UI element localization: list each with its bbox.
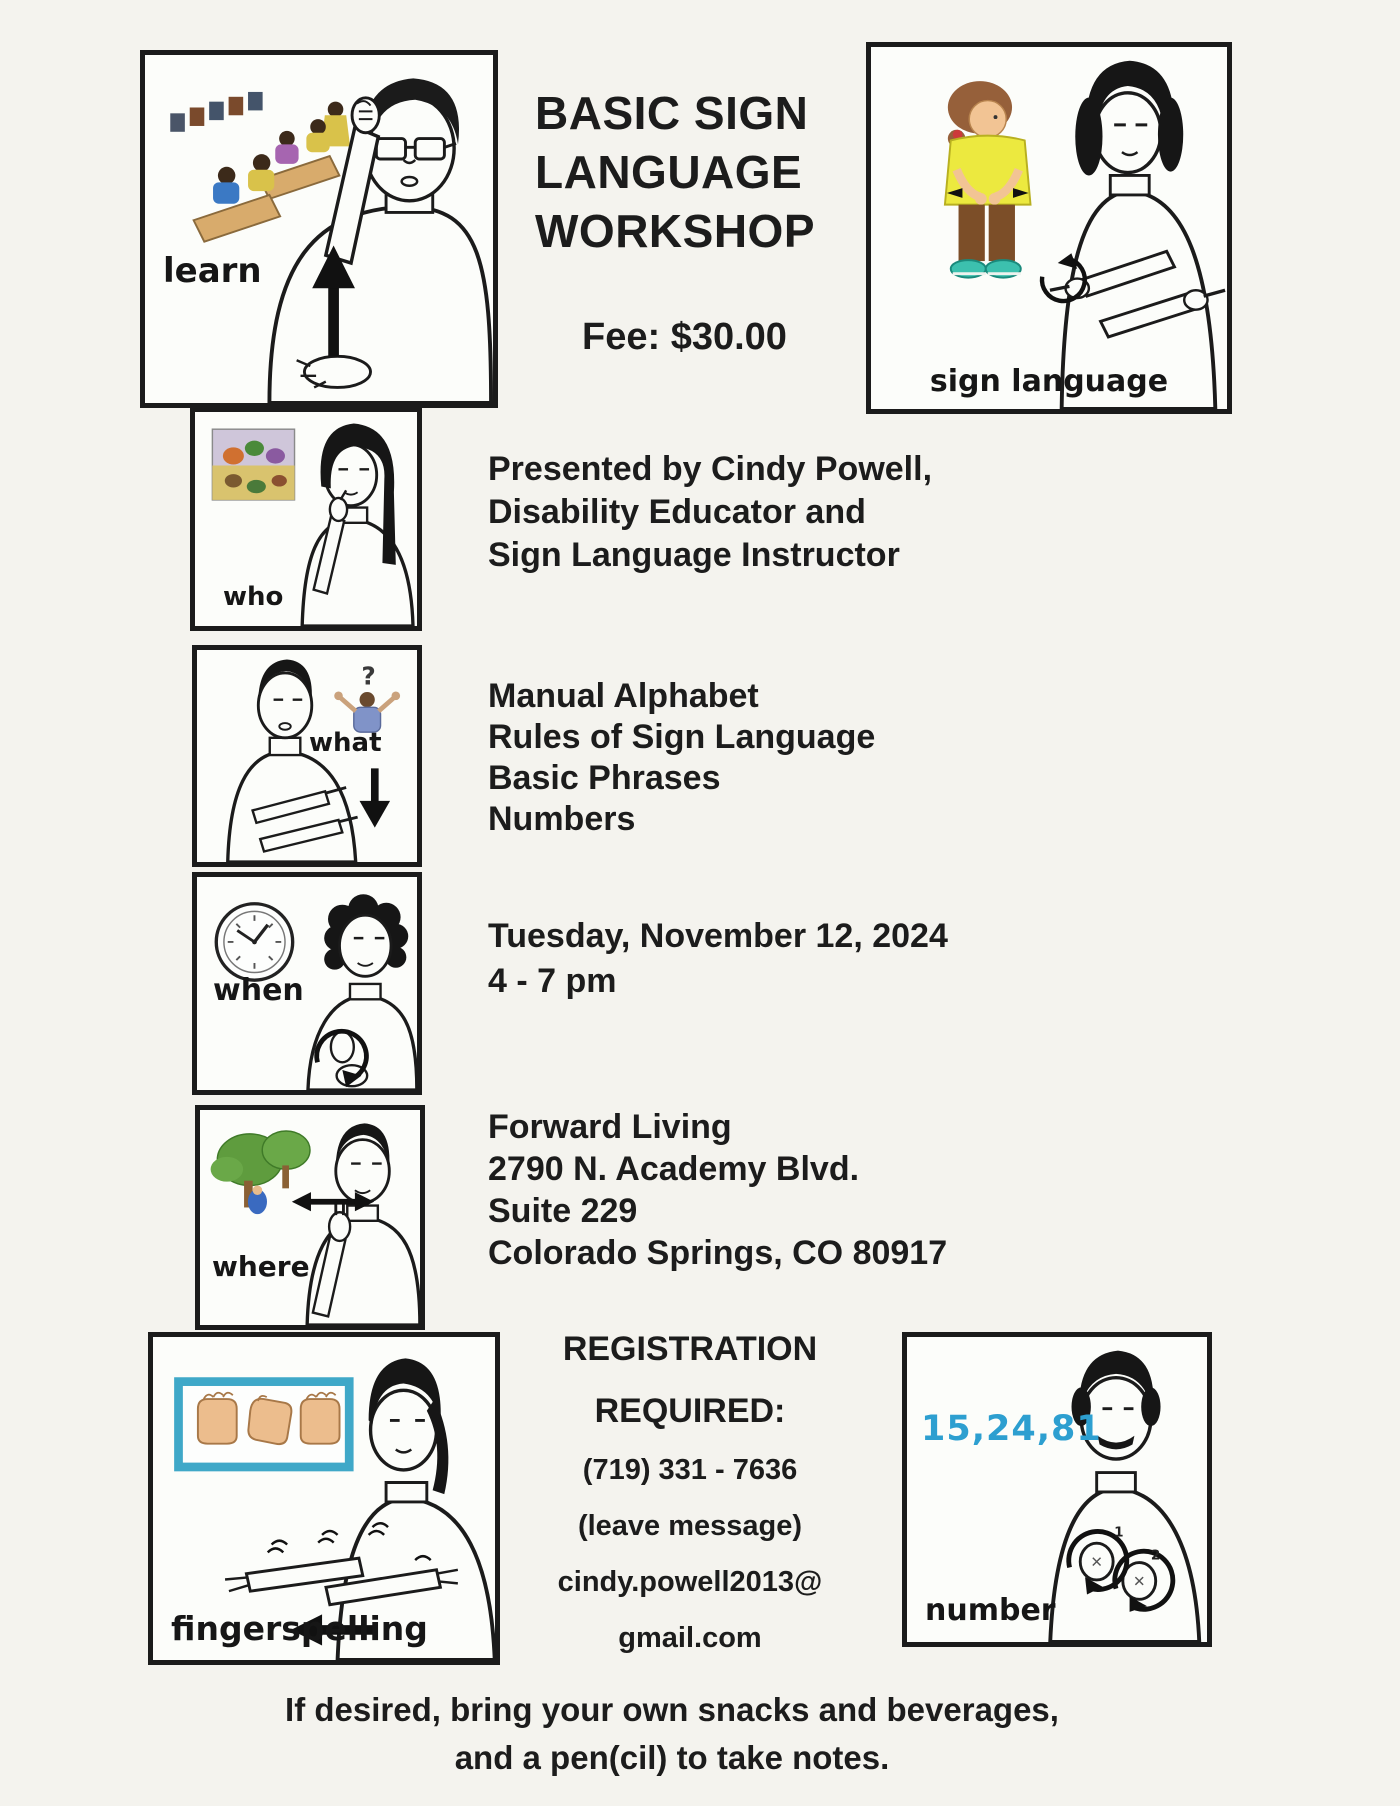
fee-text: Fee: $30.00 [582, 316, 787, 358]
sign-language-label: sign language [929, 364, 1169, 399]
sign-card-learn [140, 50, 498, 408]
what-sign-illustration [197, 650, 417, 862]
learn-sign-illustration [145, 55, 493, 403]
registration-note: (leave message) [577, 1510, 803, 1542]
sign-language-illustration [871, 47, 1227, 409]
registration-line: REGISTRATION [562, 1330, 818, 1368]
location-line: 2790 N. Academy Blvd. [488, 1150, 860, 1188]
location-text [488, 1106, 947, 1274]
title-line: LANGUAGE [535, 146, 803, 198]
child-figure [945, 81, 1031, 277]
sign-card-who [190, 407, 422, 631]
topic-line: Rules of Sign Language [488, 718, 876, 756]
number-label: number [925, 1593, 1056, 1628]
page-title [535, 84, 815, 261]
questioning-figure [334, 661, 400, 732]
datetime-text [488, 914, 948, 1004]
where-label: where [212, 1250, 310, 1283]
signer-figure [307, 1123, 420, 1325]
fingerspelling-label: fingerspelling [171, 1609, 428, 1648]
location-line: Colorado Springs, CO 80917 [488, 1234, 948, 1272]
footer-line: and a pen(cil) to take notes. [454, 1739, 890, 1776]
hand-step-2: 2 [1150, 1547, 1161, 1564]
registration-phone: (719) 331 - 7636 [582, 1454, 798, 1486]
topic-line: Numbers [488, 800, 636, 838]
footer-note [0, 1686, 1344, 1782]
signer-figure [1050, 1351, 1199, 1642]
when-label: when [213, 973, 304, 1008]
sign-card-fingerspelling [148, 1332, 500, 1665]
down-arrow-icon [360, 768, 391, 827]
topic-line: Basic Phrases [488, 759, 721, 797]
sign-card-when [192, 872, 422, 1095]
handshapes-box [179, 1382, 350, 1467]
signer-figure [1042, 61, 1225, 409]
signer-figure [302, 423, 413, 626]
scene-thumbnail [212, 429, 294, 500]
presenter-line: Sign Language Instructor [488, 536, 900, 574]
signer-figure [228, 660, 358, 862]
registration-email: cindy.powell2013@ [557, 1566, 823, 1598]
sign-card-what [192, 645, 422, 867]
who-label: who [223, 582, 284, 612]
registration-email-domain: gmail.com [618, 1622, 762, 1654]
location-line: Suite 229 [488, 1192, 638, 1230]
hand-step-1: 1 [1114, 1524, 1124, 1541]
topic-line: Manual Alphabet [488, 677, 759, 715]
clock-icon [216, 904, 292, 980]
learn-label: learn [163, 251, 262, 291]
presenter-text [488, 448, 932, 577]
location-line: Forward Living [488, 1108, 732, 1146]
registration-line: REQUIRED: [594, 1392, 786, 1430]
sign-card-number [902, 1332, 1212, 1647]
question-mark: ? [361, 661, 376, 691]
registration-text [500, 1330, 880, 1678]
presenter-line: Presented by Cindy Powell, [488, 450, 933, 488]
topics-text [488, 676, 875, 840]
title-line: WORKSHOP [535, 205, 815, 257]
datetime-line: 4 - 7 pm [488, 962, 617, 1000]
sign-card-where [195, 1105, 425, 1330]
signer-figure [269, 78, 491, 403]
where-sign-illustration [200, 1110, 420, 1325]
number-example-text: 15,24,81 [921, 1409, 1102, 1449]
title-line: BASIC SIGN [535, 87, 809, 139]
what-label: what [309, 728, 382, 758]
signer-figure [308, 894, 417, 1090]
presenter-line: Disability Educator and [488, 493, 866, 531]
classroom-scene [170, 92, 350, 242]
sign-card-sign-language [866, 42, 1232, 414]
footer-line: If desired, bring your own snacks and beverages, [285, 1691, 1059, 1728]
datetime-line: Tuesday, November 12, 2024 [488, 917, 948, 955]
